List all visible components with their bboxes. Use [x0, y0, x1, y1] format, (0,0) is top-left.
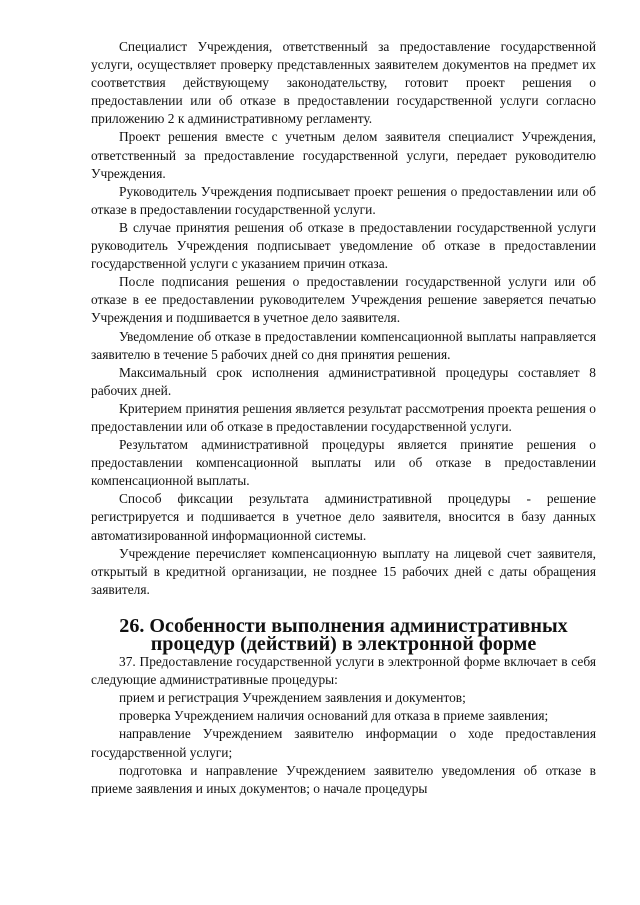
paragraph-payment-transfer: Учреждение перечисляет компенсационную выплату на лицевой счет заявителя, открытый в кредитной организации, не позднее 15 рабочих дней с даты обращения заявителя. [91, 545, 596, 597]
paragraph-result-recording: Способ фиксации результата административной процедуры - решение регистрируется и подшивается в учетное дело заявителя, вносится в базу данных автоматизированной информационной системы. [91, 491, 596, 543]
section-heading [91, 614, 596, 655]
paragraph-specialist-check: Специалист Учреждения, ответственный за предоставление государственной услуги, осуществляет проверку представленных заявителем документов на предмет их соответствия действующему законодательству, готовит проект решения о предоставлении или об отказе в предоставлении государственной услуги согласно приложению 2 к административному регламенту. [91, 39, 596, 127]
paragraph-head-signs: Руководитель Учреждения подписывает проект решения о предоставлении или об отказе в предоставлении государственной услуги. [91, 183, 596, 217]
list-item-refusal-notice: подготовка и направление Учреждением заявителю уведомления об отказе в приеме заявления и иных документов; о начале процедуры [91, 762, 596, 796]
paragraph-decision-criterion: Критерием принятия решения является результат рассмотрения проекта решения о предоставлении или об отказе в предоставлении государственной услуги. [91, 400, 596, 434]
section-heading-line-1: 26. Особенности выполнения административных [119, 614, 568, 637]
section-heading-line-2: процедур (действий) в электронной форме [150, 633, 537, 655]
paragraph-refusal-notice: В случае принятия решения об отказе в предоставлении государственной услуги руководитель Учреждения подписывает уведомление об отказе в предоставлении государственной услуги с указанием причин отказа. [91, 219, 596, 272]
paragraph-max-duration: Максимальный срок исполнения административной процедуры составляет 8 рабочих дней. [91, 364, 596, 398]
paragraph-draft-transfer: Проект решения вместе с учетным делом заявителя специалист Учреждения, ответственный за предоставление государственной услуги, передает руководителю Учреждения. [91, 129, 596, 181]
list-item-refusal-check: проверка Учреждением наличия оснований для отказа в приеме заявления; [119, 708, 549, 724]
paragraph-notice-deadline: Уведомление об отказе в предоставлении компенсационной выплаты направляется заявителю в течение 5 рабочих дней со дня принятия решения. [91, 328, 596, 362]
list-item-progress-info: направление Учреждением заявителю информации о ходе предоставления государственной услуги; [91, 726, 596, 760]
document-page [91, 38, 596, 798]
paragraph-electronic-procedures: 37. Предоставление государственной услуги в электронной форме включает в себя следующие административные процедуры: [91, 654, 596, 688]
paragraph-procedure-result: Результатом административной процедуры является принятие решения о предоставлении компенсационной выплаты или об отказе в предоставлении компенсационной выплаты. [91, 437, 596, 489]
paragraph-seal-and-file: После подписания решения о предоставлении государственной услуги или об отказе в ее предоставлении руководителем Учреждения решение заверяется печатью Учреждения и подшивается в учетное дело заявителя. [91, 274, 596, 326]
list-item-reception: прием и регистрация Учреждением заявления и документов; [119, 690, 466, 706]
